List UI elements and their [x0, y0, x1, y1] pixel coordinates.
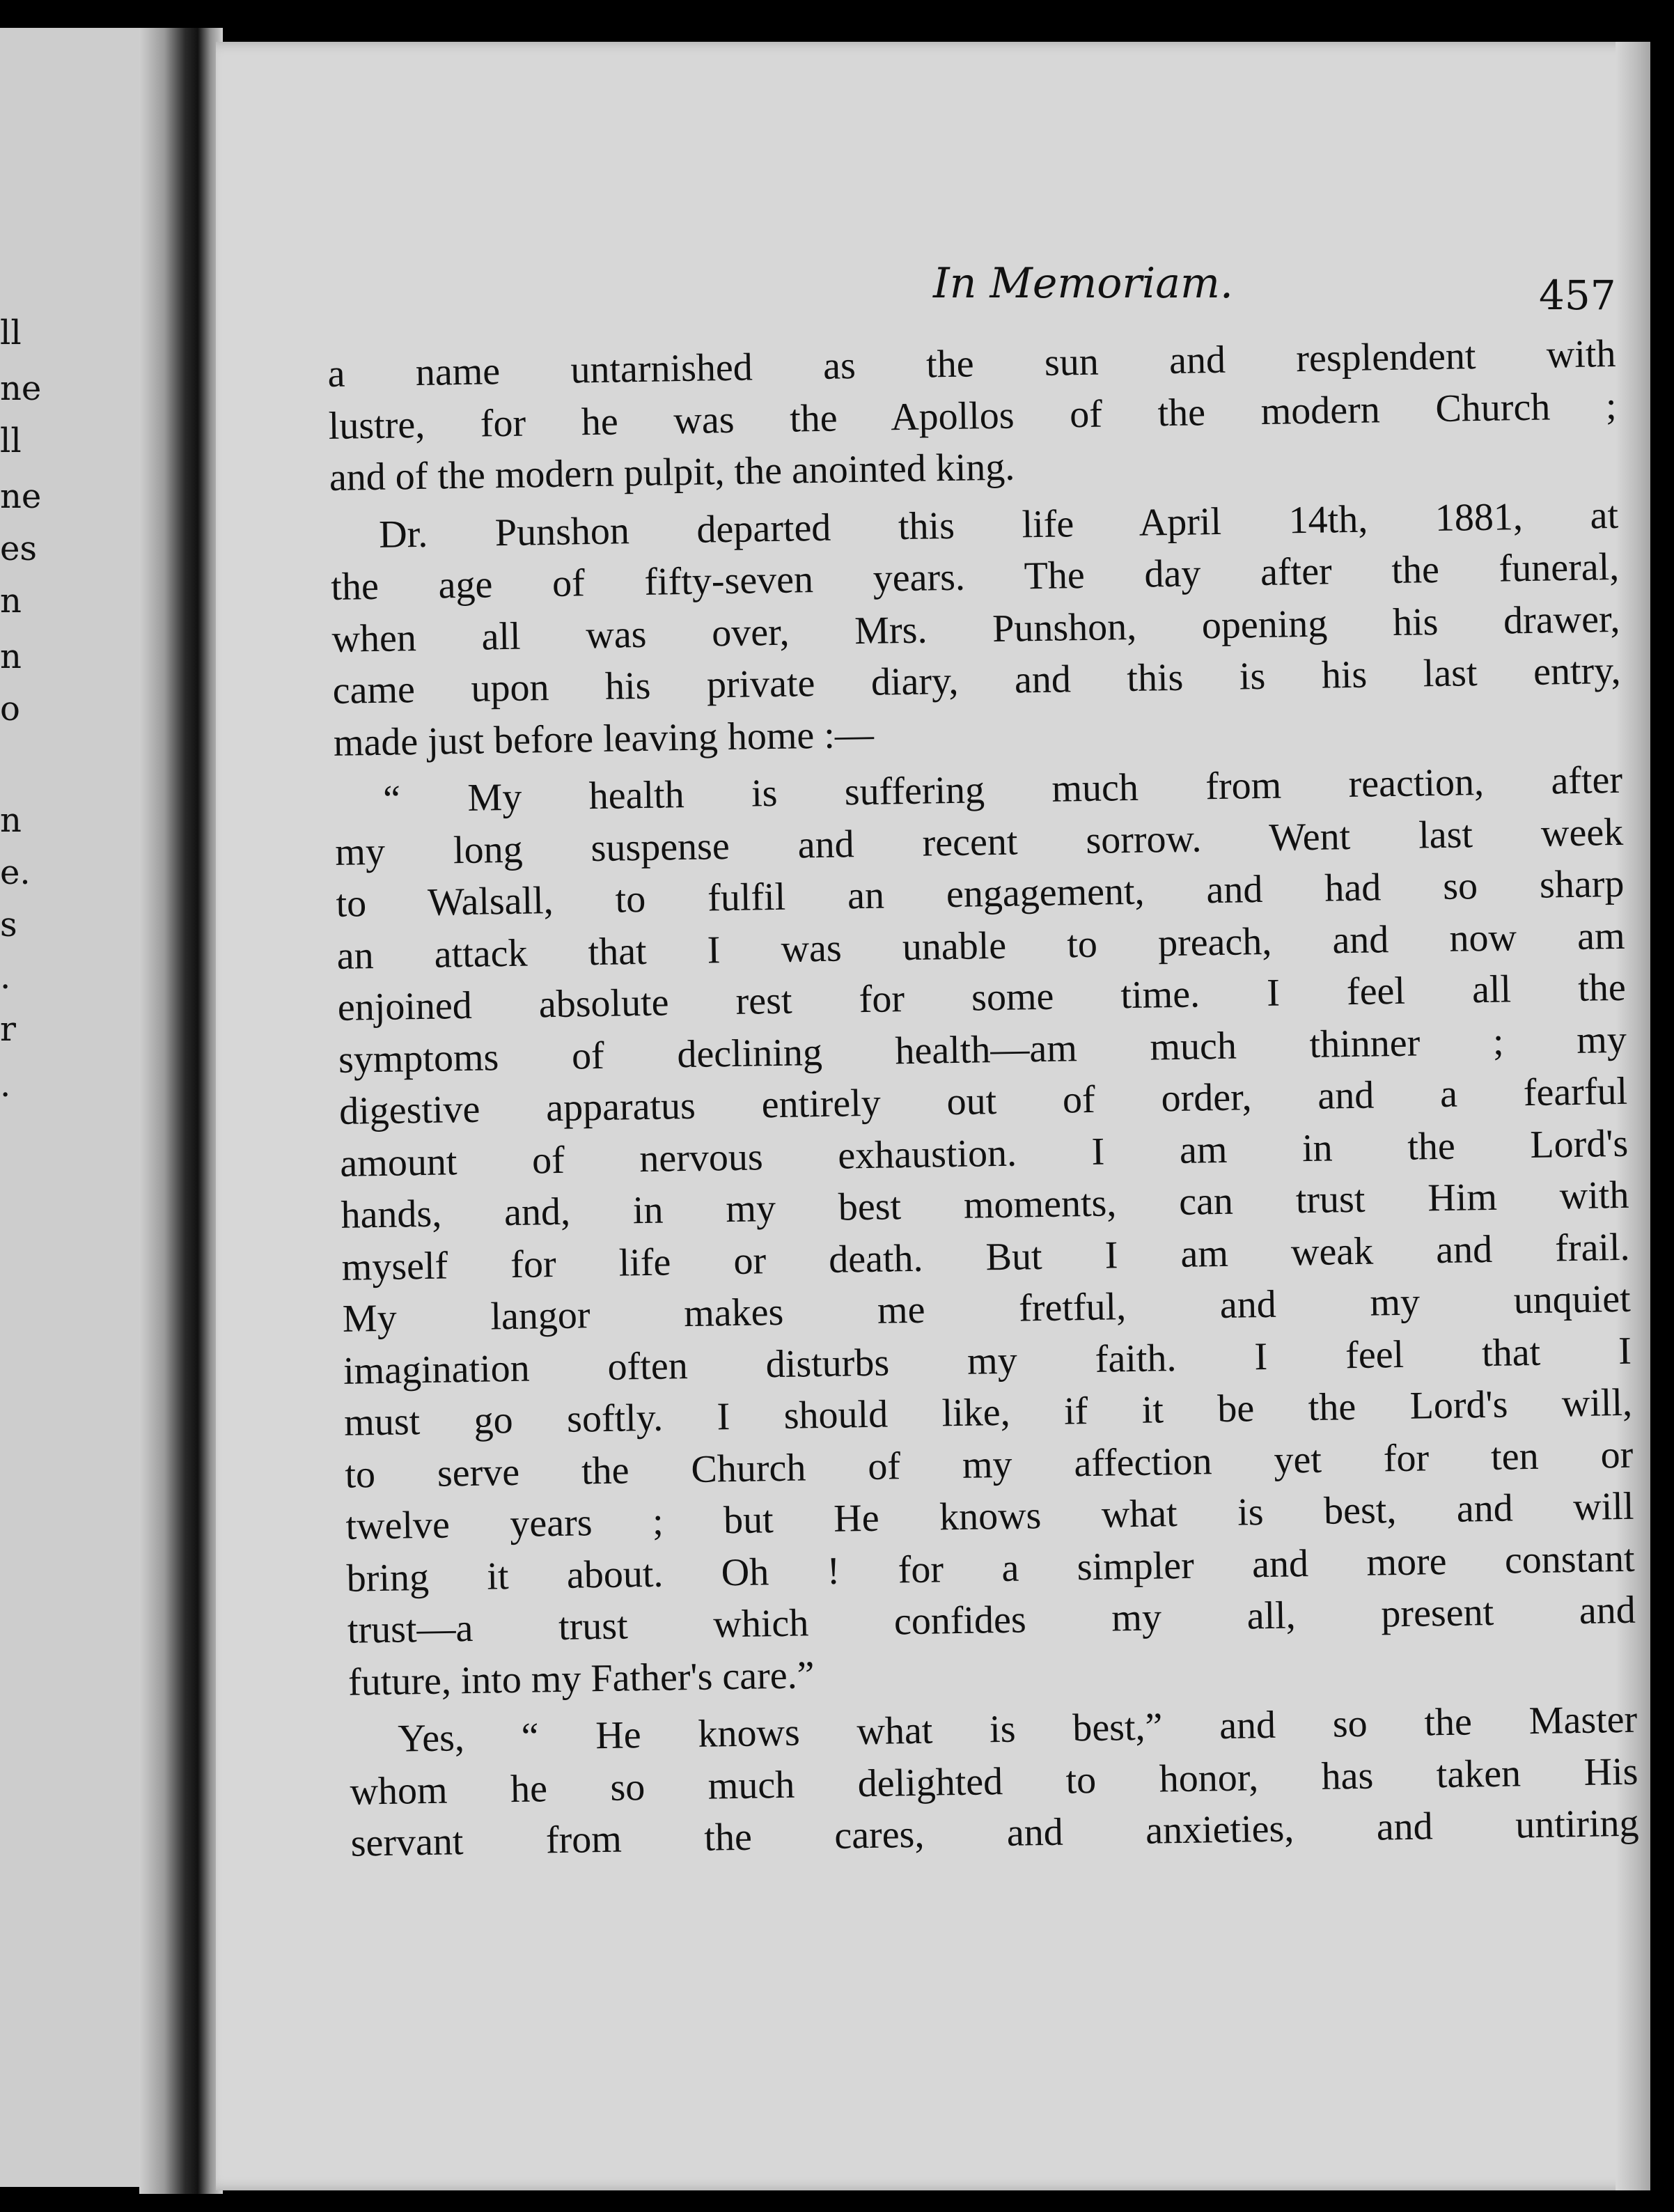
text-line: trust—a trust which confides my all, present and: [347, 1588, 1636, 1652]
text-line: a name untarnished as the sun and resplendent with: [327, 332, 1616, 396]
text-line: twelve years ; but He knows what is best, and will: [345, 1484, 1634, 1548]
text-line: “ My health is suffering much from reaction, after: [382, 758, 1623, 821]
facing-page-fragment: n: [0, 801, 22, 840]
text-line: came upon his private diary, and this is his last entry,: [332, 648, 1621, 712]
facing-page-fragment: n: [0, 637, 22, 676]
text-line: amount of nervous exhaustion. I am in the Lord's: [339, 1121, 1629, 1185]
facing-page-fragment: e.: [0, 853, 31, 892]
text-line: made just before leaving home :—: [333, 712, 875, 765]
text-line: whom he so much delighted to honor, has taken His: [350, 1750, 1638, 1814]
text-line: Dr. Punshon departed this life April 14th, 1881, at: [378, 493, 1619, 556]
text-line: symptoms of declining health—am much thinner ; my: [338, 1018, 1627, 1082]
text-line: when all was over, Mrs. Punshon, opening his drawer,: [331, 597, 1620, 661]
text-line: the age of fifty-seven years. The day after the funeral,: [330, 545, 1620, 609]
facing-page-fragment: r: [0, 1010, 16, 1049]
page-number: 457: [1539, 272, 1616, 319]
facing-page-fragment: .: [0, 958, 11, 997]
facing-page-fragment: o: [0, 690, 20, 729]
text-line: myself for life or death. But I am weak and frail.: [341, 1225, 1630, 1289]
running-header: In Memoriam.: [933, 259, 1233, 308]
text-line: and of the modern pulpit, the anointed king.: [329, 445, 1015, 499]
text-line: to Walsall, to fulfil an engagement, and had so sharp: [336, 862, 1625, 926]
page-body-text: [327, 328, 1639, 1869]
text-line: my long suspense and recent sorrow. Went last week: [334, 810, 1624, 874]
text-line: My langor makes me fretful, and my unquiet: [342, 1277, 1632, 1341]
text-line: an attack that I was unable to preach, and now am: [336, 914, 1625, 978]
facing-page-fragment: ne: [0, 477, 42, 516]
facing-page-fragment: s: [0, 905, 17, 944]
facing-page-fragment: ll: [0, 313, 22, 352]
text-line: hands, and, in my best moments, can trust Him with: [341, 1173, 1629, 1237]
text-line: bring it about. Oh ! for a simpler and more constant: [346, 1536, 1636, 1600]
text-line: digestive apparatus entirely out of order, and a fearful: [338, 1069, 1628, 1133]
text-line: imagination often disturbs my faith. I feel that I: [343, 1329, 1632, 1393]
text-line: Yes, “ He knows what is best,” and so the Master: [397, 1697, 1638, 1761]
facing-page-fragment: .: [0, 1066, 11, 1105]
text-line: to serve the Church of my affection yet for ten or: [344, 1433, 1634, 1497]
book-page: [216, 42, 1650, 2190]
book-spine-gutter: [139, 28, 223, 2194]
facing-page-fragment: ll: [0, 421, 22, 460]
text-line: must go softly. I should like, if it be the Lord's will,: [343, 1380, 1633, 1444]
text-line: lustre, for he was the Apollos of the modern Church ;: [328, 384, 1618, 448]
text-line: servant from the cares, and anxieties, and untiring: [350, 1801, 1639, 1865]
facing-page-fragment: n: [0, 582, 22, 621]
text-line: future, into my Father's care.”: [347, 1653, 815, 1704]
facing-page-fragment: es: [0, 529, 38, 568]
text-line: enjoined absolute rest for some time. I feel all the: [337, 965, 1627, 1029]
facing-page-fragment: ne: [0, 369, 42, 408]
